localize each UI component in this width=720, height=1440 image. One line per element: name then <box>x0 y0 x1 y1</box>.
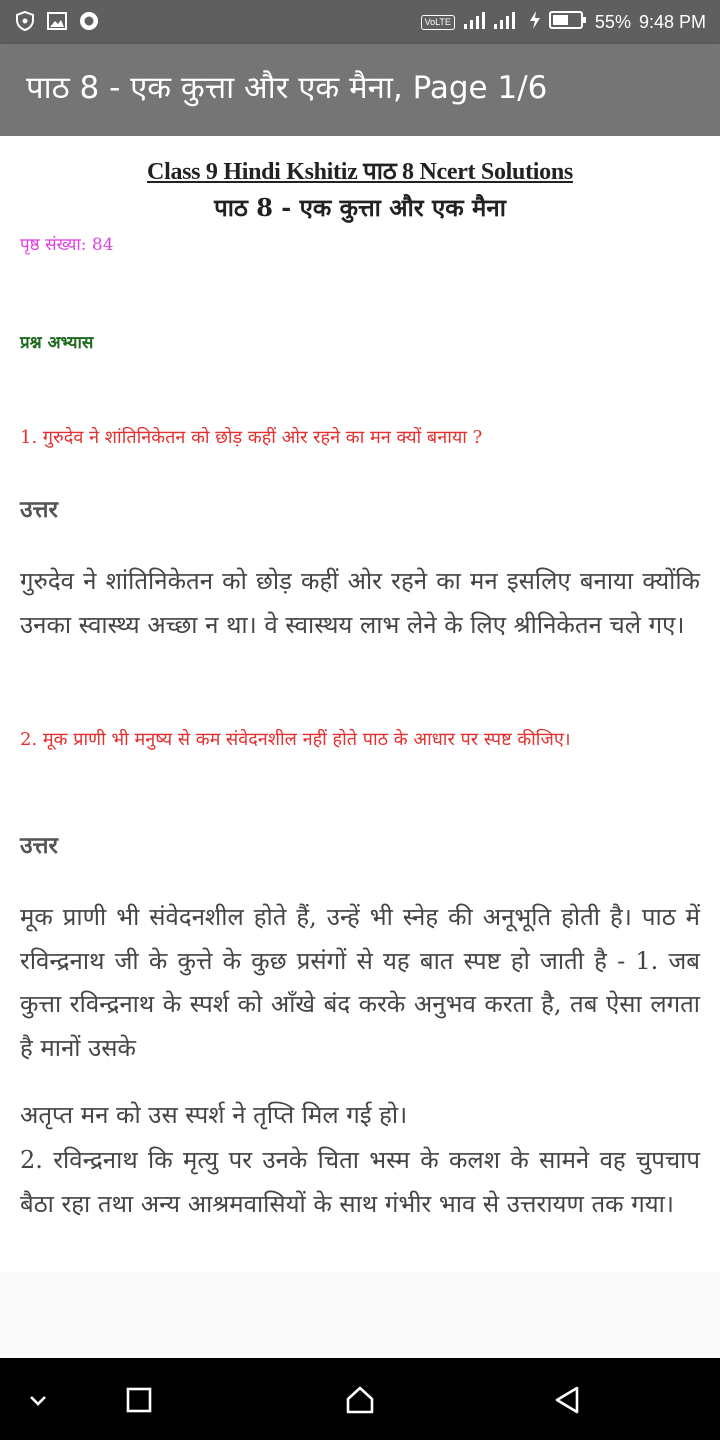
charging-icon <box>529 10 541 35</box>
record-icon <box>78 10 100 32</box>
page-title: पाठ 8 - एक कुत्ता और एक मैना, Page 1/6 <box>26 70 548 106</box>
question-2: 2. मूक प्राणी भी मनुष्य से कम संवेदनशील नहीं होते पाठ के आधार पर स्पष्ट कीजिए। <box>20 729 571 750</box>
home-icon[interactable] <box>338 1378 382 1422</box>
page-number: पृष्ठ संख्या: 84 <box>20 235 114 255</box>
clock: 9:48 PM <box>638 11 706 32</box>
answer-1-heading: उत्तर <box>20 496 58 523</box>
answer-2-part-2: अतृप्त मन को उस स्पर्श ने तृप्ति मिल गई हो। <box>20 1101 408 1129</box>
app-bar <box>0 44 720 136</box>
image-icon <box>46 10 68 32</box>
navigation-bar <box>0 1358 720 1440</box>
battery-percent: 55% <box>594 11 631 32</box>
signal-icon <box>463 10 521 35</box>
battery-icon <box>549 10 587 35</box>
volte-badge: VoLTE <box>421 15 455 30</box>
answer-2-part-1: मूक प्राणी भी संवेदनशील होते हैं, उन्हें भी स्नेह की अनूभूति होती है। पाठ में रविन्द्रनाथ जी के कुत्ते के कुछ प्रसंगों से यह बात स्पष्ट हो जाती है - 1. जब कुत्ता रविन्द्रनाथ के स्पर्श को आँखे बंद करके अनुभव करता है, तब ऐसा लगता है मानों उसके <box>20 903 700 1062</box>
section-heading: प्रश्न अभ्यास <box>20 333 94 353</box>
answer-2-heading: उत्तर <box>20 832 58 859</box>
document-subtitle: पाठ 8 - एक कुत्ता और एक मैना <box>214 193 506 222</box>
answer-2-part-3: 2. रविन्द्रनाथ कि मृत्यु पर उनके चिता भस्म के कलश के सामने वह चुपचाप बैठा रहा तथा अन्य आश्रमवासियों के साथ गंभीर भाव से उत्तरायण तक गया। <box>20 1146 700 1218</box>
document-title: Class 9 Hindi Kshitiz पाठ 8 Ncert Solutions <box>147 159 573 185</box>
chevron-down-icon[interactable] <box>16 1378 60 1422</box>
back-icon[interactable] <box>545 1378 589 1422</box>
shield-icon <box>14 10 36 32</box>
answer-1: गुरुदेव ने शांतिनिकेतन को छोड़ कहीं ओर रहने का मन इसलिए बनाया क्योंकि उनका स्वास्थ्य अच्छा न था। वे स्वास्थय लाभ लेने के लिए श्रीनिकेतन चले गए। <box>20 567 700 639</box>
question-1: 1. गुरुदेव ने शांतिनिकेतन को छोड़ कहीं ओर रहने का मन क्यों बनाया ? <box>20 427 483 448</box>
document-page[interactable] <box>0 136 720 1272</box>
status-bar <box>0 0 720 44</box>
page-gap <box>0 1272 720 1358</box>
recents-icon[interactable] <box>117 1378 161 1422</box>
